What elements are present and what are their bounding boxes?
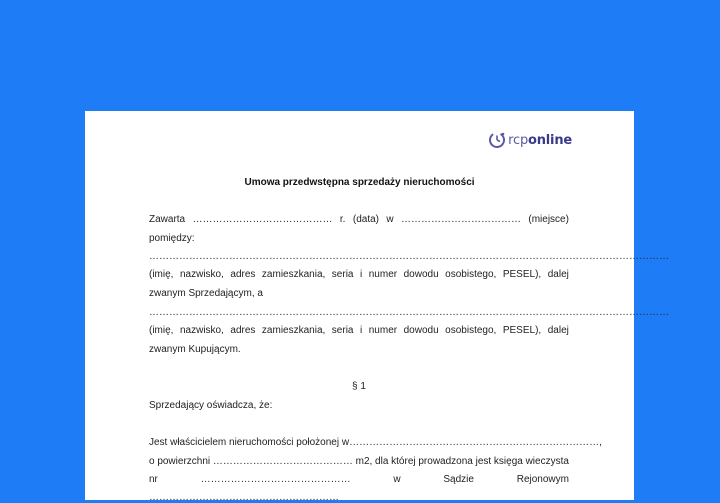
word: adres [230, 325, 256, 336]
property-area-line [149, 456, 569, 467]
word: zamieszkania, [261, 325, 326, 336]
word: w [386, 214, 394, 225]
word: powierzchni [157, 456, 211, 467]
word: dowodu [403, 325, 439, 336]
word: dla [375, 456, 389, 467]
word: numer [368, 325, 398, 336]
date-blank: …………………………………… [192, 214, 333, 225]
word: r. [339, 214, 346, 225]
word: w [393, 474, 401, 485]
word: i [360, 269, 363, 280]
location-blank: …………………………………………………………………, [349, 437, 602, 448]
word: której [391, 456, 416, 467]
word: osobistego, [445, 269, 497, 280]
logo-text-online: online [528, 132, 572, 148]
seller-named-line: zwanym Sprzedającym, a [149, 288, 263, 299]
word: osobistego, [445, 325, 497, 336]
word: Rejonowym [516, 474, 569, 485]
word: nazwisko, [179, 325, 224, 336]
word: zamieszkania, [261, 269, 326, 280]
register-number-blank: ……………………………………… [200, 474, 351, 485]
word: adres [230, 269, 256, 280]
clock-logo-icon [488, 131, 506, 149]
buyer-named-line: zwanym Kupującym. [149, 344, 241, 355]
word: jest [475, 456, 492, 467]
seller-details-line [149, 269, 569, 280]
word: PESEL), [502, 269, 542, 280]
section-heading: § 1 [352, 381, 366, 392]
seller-blank: ………………………………………………………………………………………………………………………………………… [149, 251, 669, 262]
word: seria [331, 325, 354, 336]
word: prowadzona [418, 456, 473, 467]
area-blank: …………………………………… [212, 456, 353, 467]
word: numer [368, 269, 398, 280]
word: o [149, 456, 155, 467]
word: (imię, [149, 269, 174, 280]
word: dowodu [403, 269, 439, 280]
contract-intro-line [149, 214, 569, 225]
word: PESEL), [502, 325, 542, 336]
word: dalej [547, 269, 569, 280]
word: (miejsce) [528, 214, 569, 225]
property-location-line [149, 437, 602, 448]
word: (imię, [149, 325, 174, 336]
text: Jest właścicielem nieruchomości położonej w [149, 437, 350, 448]
logo-text-rcp: rcp [508, 132, 529, 148]
word: Sądzie [443, 474, 474, 485]
word: księga [493, 456, 523, 467]
court-blank: ………………………………………………… [149, 492, 339, 503]
word: wieczysta [525, 456, 569, 467]
word: seria [331, 269, 354, 280]
rcponline-logo[interactable] [488, 131, 572, 149]
word: nr [149, 474, 158, 485]
word: m2, [355, 456, 373, 467]
seller-declares-line: Sprzedający oświadcza, że: [149, 400, 273, 411]
land-register-line [149, 474, 569, 485]
word: (data) [352, 214, 379, 225]
buyer-blank: ………………………………………………………………………………………………………………………………………… [149, 307, 669, 318]
document-title: Umowa przedwstępna sprzedaży nieruchomości [244, 177, 475, 188]
word: dalej [547, 325, 569, 336]
place-blank: ……………………………… [401, 214, 521, 225]
word: Zawarta [149, 214, 186, 225]
buyer-details-line [149, 325, 569, 336]
word: i [360, 325, 363, 336]
document-page [85, 111, 669, 503]
word: nazwisko, [179, 269, 224, 280]
between-line: pomiędzy: [149, 233, 195, 244]
